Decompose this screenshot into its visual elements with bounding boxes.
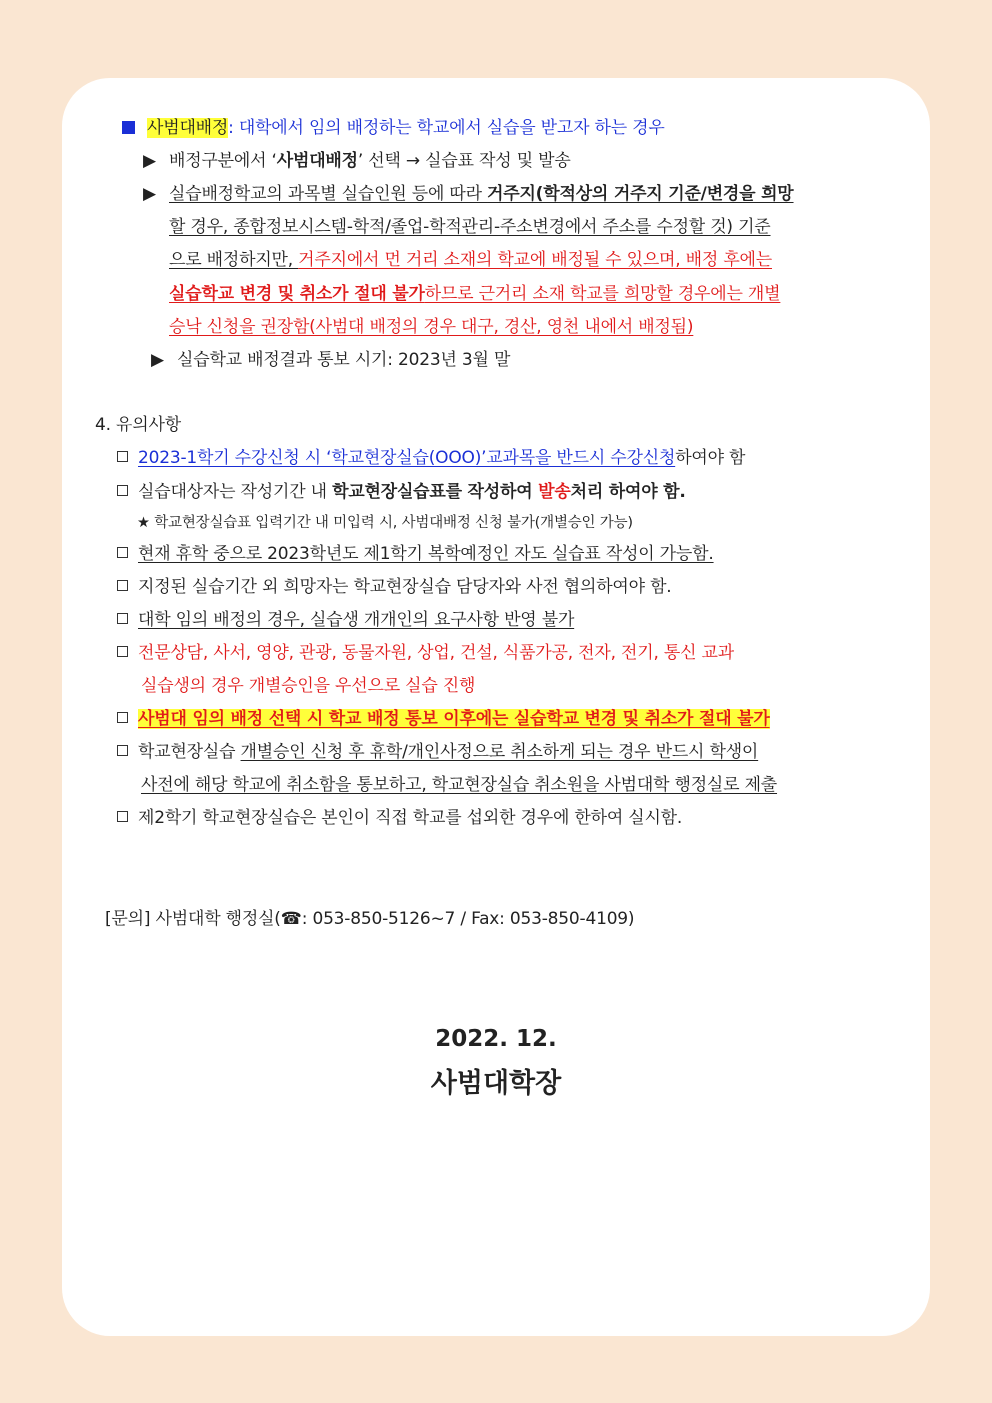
- bullet-residence-line-5: 승낙 신청을 권장함(사범대 배정의 경우 대구, 경산, 영천 내에서 배정됨): [169, 317, 694, 337]
- star-icon: ★: [137, 515, 150, 531]
- section-heading-assignment: [122, 117, 665, 139]
- checkbox-square-icon: [117, 580, 128, 591]
- checkbox-square-icon: [117, 547, 128, 558]
- document-signer: 사범대학장: [430, 1068, 562, 1099]
- highlighted-term: 사범대배정: [147, 118, 229, 138]
- note-item-9: 제2학기 학교현장실습은 본인이 직접 학교를 섭외한 경우에 한하여 실시함.: [117, 807, 682, 829]
- note-item-6-line-2: 실습생의 경우 개별승인을 우선으로 실습 진행: [141, 676, 476, 696]
- note-item-8-line-2: 사전에 해당 학교에 취소함을 통보하고, 학교현장실습 취소원을 사범대학 행정실로 제출: [141, 775, 778, 795]
- contact-numbers: : 053-850-5126~7 / Fax: 053-850-4109): [301, 909, 635, 929]
- note-item-5: 대학 임의 배정의 경우, 실습생 개개인의 요구사항 반영 불가: [117, 609, 574, 631]
- note-item-6: 전문상담, 사서, 영양, 관광, 동물자원, 상업, 건설, 식품가공, 전자, 전기, 통신 교과: [117, 642, 734, 664]
- checkbox-square-icon: [117, 485, 128, 496]
- checkbox-square-icon: [117, 613, 128, 624]
- checkbox-square-icon: [117, 646, 128, 657]
- contact-label: [문의]: [105, 909, 151, 929]
- document-date: 2022. 12.: [435, 1026, 557, 1052]
- note-star-remark: ★ 학교현장실습표 입력기간 내 미입력 시, 사범대배정 신청 불가(개별승인 가능): [137, 515, 633, 531]
- arrow-bullet-icon: ▶: [151, 350, 164, 370]
- note-item-4: 지정된 실습기간 외 희망자는 학교현장실습 담당자와 사전 협의하여야 함.: [117, 576, 672, 598]
- bullet-residence-line-2: 할 경우, 종합정보시스템-학적/졸업-학적관리-주소변경에서 주소를 수정할 것) 기준: [169, 217, 771, 237]
- checkbox-square-icon: [117, 745, 128, 756]
- bullet-residence-line-3: 으로 배정하지만, 거주지에서 먼 거리 소재의 학교에 배정될 수 있으며, 배정 후에는: [169, 250, 772, 270]
- section-title-notes: 4. 유의사항: [95, 415, 181, 435]
- note-item-1: 2023-1학기 수강신청 시 ‘학교현장실습(OOO)’교과목을 반드시 수강신청하여야 함: [117, 447, 745, 469]
- arrow-bullet-icon: ▶: [143, 151, 156, 171]
- bullet-selection: ▶ 배정구분에서 ‘사범대배정’ 선택 → 실습표 작성 및 발송: [143, 151, 571, 171]
- checkbox-square-icon: [117, 451, 128, 462]
- note-item-8: 학교현장실습 개별승인 신청 후 휴학/개인사정으로 취소하게 되는 경우 반드시 학생이: [117, 741, 758, 763]
- checkbox-square-icon: [117, 712, 128, 723]
- arrow-bullet-icon: ▶: [143, 184, 156, 204]
- note-item-3: 현재 휴학 중으로 2023학년도 제1학기 복학예정인 자도 실습표 작성이 가능함.: [117, 543, 714, 565]
- note-item-7: 사범대 임의 배정 선택 시 학교 배정 통보 이후에는 실습학교 변경 및 취소가 절대 불가: [117, 708, 770, 730]
- note-item-2: 실습대상자는 작성기간 내 학교현장실습표를 작성하여 발송처리 하여야 함.: [117, 481, 686, 503]
- bullet-notice-time: ▶ 실습학교 배정결과 통보 시기: 2023년 3월 말: [151, 350, 511, 370]
- phone-icon: ☎: [280, 909, 302, 929]
- contact-info: [문의] 사범대학 행정실(☎: 053-850-5126~7 / Fax: 053-850-4109): [105, 909, 635, 929]
- bullet-residence-line-4: 실습학교 변경 및 취소가 절대 불가하므로 근거리 소재 학교를 희망할 경우에는 개별: [169, 284, 781, 304]
- bullet-residence-line-1: ▶ 실습배정학교의 과목별 실습인원 등에 따라 거주지(학적상의 거주지 기준/변경을 희망: [143, 184, 794, 204]
- heading-description: : 대학에서 임의 배정하는 학교에서 실습을 받고자 하는 경우: [228, 118, 665, 138]
- checkbox-square-icon: [117, 811, 128, 822]
- blue-square-bullet-icon: [122, 121, 135, 134]
